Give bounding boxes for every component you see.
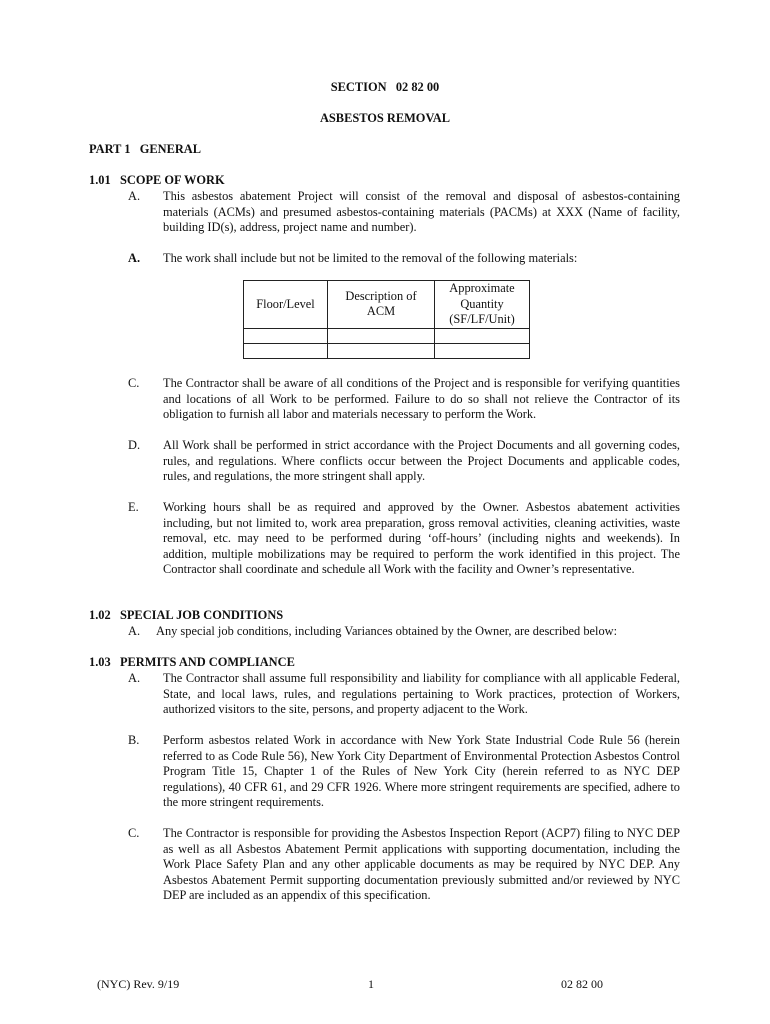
permits-paragraph-c: The Contractor is responsible for providing the Asbestos Inspection Report (ACP7) filing to NYC DEP as well as all Asbestos Abatement Permit applications with supporting documentation, including the Work Place Safety Plan and any other applicable documents as may be required by NYC DEP. Any Asbestos Abatement Permit supporting documentation previously submitted and/or reviewed by NYC DEP are included as an appendix of this specification.: [163, 826, 680, 902]
section-title: SECTION 02 82 00: [330, 80, 440, 94]
permits-paragraph-a: The Contractor shall assume full responsibility and liability for compliance with all applicable Federal, State, and local laws, rules, and regulations pertaining to Work practices, protection of Workers, authorized visitors to the site, persons, and property adjacent to the Work.: [163, 671, 680, 716]
item-label: C.: [128, 826, 140, 840]
section-1-01-heading: 1.01 SCOPE OF WORK: [89, 173, 225, 187]
section-name: ASBESTOS REMOVAL: [319, 111, 451, 125]
table-cell: [328, 343, 435, 358]
item-label: E.: [128, 500, 139, 514]
table-cell: [328, 328, 435, 343]
footer-section-number: 02 82 00: [561, 977, 603, 991]
footer-revision: (NYC) Rev. 9/19: [97, 977, 180, 991]
item-label: D.: [128, 438, 141, 452]
permits-paragraph-b: Perform asbestos related Work in accordance with New York State Industrial Code Rule 56 (herein referred to as Code Rule 56), New York City Department of Environmental Protection Asbestos Control Program Title 15, Chapter 1 of the Rules of New York City (herein referred to as NYC DEP regulations), 40 CFR 61, and 29 CFR 1926. Where more stringent requirements are specified, adhere to the more stringent requirements.: [163, 733, 680, 809]
item-label: B.: [128, 733, 140, 747]
part-heading: PART 1 GENERAL: [89, 142, 202, 156]
section-1-02-heading: 1.02 SPECIAL JOB CONDITIONS: [89, 608, 284, 622]
table-row: [244, 343, 530, 358]
table-header-cell: Floor/Level: [244, 281, 328, 329]
table-header-cell: Description of ACM: [328, 281, 435, 329]
scope-paragraph-e: Working hours shall be as required and approved by the Owner. Asbestos abatement activities including, but not limited to, work area preparation, gross removal activities, cleaning activities, waste removal, etc. may need to be performed during ‘off-hours’ (including nights and weekends). In addition, multiple mobilizations may be required to perform the work identified in this project. The Contractor shall coordinate and schedule all Work with the facility and Owner’s representative.: [163, 500, 680, 576]
table-cell: [244, 343, 328, 358]
item-label: A.: [128, 189, 141, 203]
special-conditions-paragraph: Any special job conditions, including Variances obtained by the Owner, are described below:: [156, 624, 618, 638]
item-label: C.: [128, 376, 140, 390]
table-header-row: [244, 281, 530, 329]
item-label: A.: [128, 671, 141, 685]
table-cell: [435, 343, 530, 358]
acm-table: [243, 280, 530, 359]
scope-paragraph-a: This asbestos abatement Project will consist of the removal and disposal of asbestos-containing materials (ACMs) and presumed asbestos-containing materials (PACMs) at XXX (Name of facility, building ID(s), address, project name and number).: [163, 189, 680, 234]
item-label: A.: [128, 251, 141, 265]
scope-paragraph-c: The Contractor shall be aware of all conditions of the Project and is responsible for verifying quantities and locations of all Work to be performed. Failure to do so shall not relieve the Contractor of its obligation to furnish all labor and materials necessary to perform the Work.: [163, 376, 680, 421]
table-cell: [435, 328, 530, 343]
table-cell: [244, 328, 328, 343]
footer-page-number: 1: [368, 977, 374, 991]
scope-paragraph-work: The work shall include but not be limited to the removal of the following materials:: [163, 251, 578, 265]
item-label: A.: [128, 624, 141, 638]
scope-paragraph-d: All Work shall be performed in strict accordance with the Project Documents and all governing codes, rules, and regulations. Where conflicts occur between the Project Documents and applicable codes, rules, and regulations, the more stringent shall apply.: [163, 438, 680, 483]
table-header-cell: Approximate Quantity (SF/LF/Unit): [435, 281, 530, 329]
section-1-03-heading: 1.03 PERMITS AND COMPLIANCE: [89, 655, 295, 669]
table-row: [244, 328, 530, 343]
